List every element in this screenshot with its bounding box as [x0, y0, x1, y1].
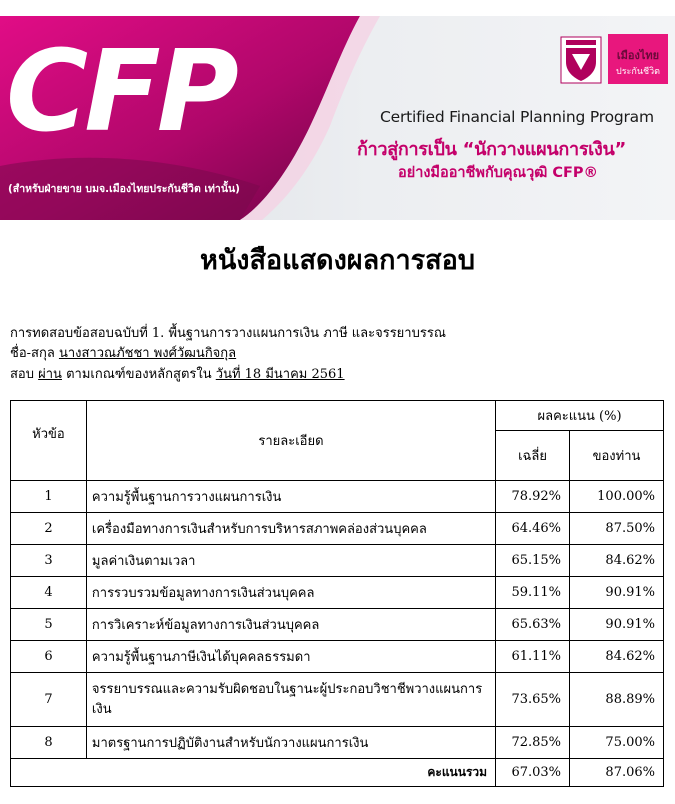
- slogan-line-1: ก้าวสู่การเป็น “นักวางแผนการเงิน”: [357, 139, 627, 160]
- row-average: 65.63%: [496, 609, 570, 641]
- row-number: 4: [11, 577, 87, 609]
- result-prefix: สอบ: [10, 367, 34, 382]
- header-yours: ของท่าน: [570, 431, 664, 481]
- total-yours: 87.06%: [570, 759, 664, 787]
- table-row: [11, 641, 664, 673]
- row-detail: การวิเคราะห์ข้อมูลทางการเงินส่วนบุคคล: [86, 609, 495, 641]
- row-number: 2: [11, 513, 87, 545]
- cfp-logo: CFP: [6, 27, 235, 157]
- total-average: 67.03%: [496, 759, 570, 787]
- exam-description: การทดสอบข้อสอบฉบับที่ 1. พื้นฐานการวางแผนการเงิน ภาษี และจรรยาบรรณ: [10, 326, 446, 341]
- slogan-line-2: อย่างมืออาชีพกับคุณวุฒิ CFP®: [398, 165, 599, 181]
- insurer-logo: [608, 34, 668, 84]
- row-yours: 88.89%: [570, 673, 664, 727]
- result-line: [10, 363, 345, 384]
- row-number: 8: [11, 727, 87, 759]
- row-detail: การรวบรวมข้อมูลทางการเงินส่วนบุคคล: [86, 577, 495, 609]
- row-average: 73.65%: [496, 673, 570, 727]
- document-title: หนังสือแสดงผลการสอบ: [200, 245, 475, 276]
- row-average: 64.46%: [496, 513, 570, 545]
- row-yours: 84.62%: [570, 545, 664, 577]
- table-row: [11, 577, 664, 609]
- row-average: 72.85%: [496, 727, 570, 759]
- academy-logo-icon: [560, 36, 602, 84]
- row-detail: มูลค่าเงินตามเวลา: [86, 545, 495, 577]
- row-yours: 90.91%: [570, 609, 664, 641]
- name-label: ชื่อ-สกุล: [10, 346, 55, 361]
- result-middle: ตามเกณฑ์ของหลักสูตรใน: [66, 367, 212, 382]
- row-number: 6: [11, 641, 87, 673]
- header-detail: รายละเอียด: [86, 401, 495, 481]
- table-row: [11, 513, 664, 545]
- table-row: [11, 727, 664, 759]
- row-yours: 75.00%: [570, 727, 664, 759]
- row-detail: มาตรฐานการปฏิบัติงานสำหรับนักวางแผนการเงิน: [86, 727, 495, 759]
- row-detail: จรรยาบรรณและความรับผิดชอบในฐานะผู้ประกอบวิชาชีพวางแผนการเงิน: [86, 673, 495, 727]
- row-number: 1: [11, 481, 87, 513]
- table-row: [11, 609, 664, 641]
- insurer-logo-sub: ประกันชีวิต: [616, 67, 660, 77]
- row-detail: ความรู้พื้นฐานการวางแผนการเงิน: [86, 481, 495, 513]
- table-row: [11, 673, 664, 727]
- program-title: Certified Financial Planning Program: [380, 108, 654, 126]
- row-average: 65.15%: [496, 545, 570, 577]
- header-average: เฉลี่ย: [496, 431, 570, 481]
- row-detail: ความรู้พื้นฐานภาษีเงินได้บุคคลธรรมดา: [86, 641, 495, 673]
- result-table: [10, 400, 664, 787]
- row-number: 5: [11, 609, 87, 641]
- result-status: ผ่าน: [38, 367, 62, 382]
- row-average: 78.92%: [496, 481, 570, 513]
- row-number: 3: [11, 545, 87, 577]
- total-label: คะแนนรวม: [11, 759, 496, 787]
- table-row: [11, 545, 664, 577]
- row-yours: 100.00%: [570, 481, 664, 513]
- insurer-logo-name: เมืองไทย: [616, 49, 660, 62]
- total-row: [11, 759, 664, 787]
- exam-date: วันที่ 18 มีนาคม 2561: [215, 367, 345, 382]
- candidate-name: นางสาวณภัชชา พงศ์วัฒนกิจกุล: [58, 346, 237, 361]
- row-yours: 84.62%: [570, 641, 664, 673]
- exam-line: [10, 322, 446, 343]
- row-number: 7: [11, 673, 87, 727]
- name-line: [10, 342, 236, 363]
- header-score-group: ผลคะแนน (%): [496, 401, 664, 431]
- header-banner: [0, 16, 675, 220]
- row-yours: 87.50%: [570, 513, 664, 545]
- row-detail: เครื่องมือทางการเงินสำหรับการบริหารสภาพคล่องส่วนบุคคล: [86, 513, 495, 545]
- row-average: 61.11%: [496, 641, 570, 673]
- row-average: 59.11%: [496, 577, 570, 609]
- header-topic: หัวข้อ: [11, 401, 87, 481]
- row-yours: 90.91%: [570, 577, 664, 609]
- table-row: [11, 481, 664, 513]
- banner-subtitle: (สำหรับฝ่ายขาย บมจ.เมืองไทยประกันชีวิต เท่านั้น): [8, 183, 240, 195]
